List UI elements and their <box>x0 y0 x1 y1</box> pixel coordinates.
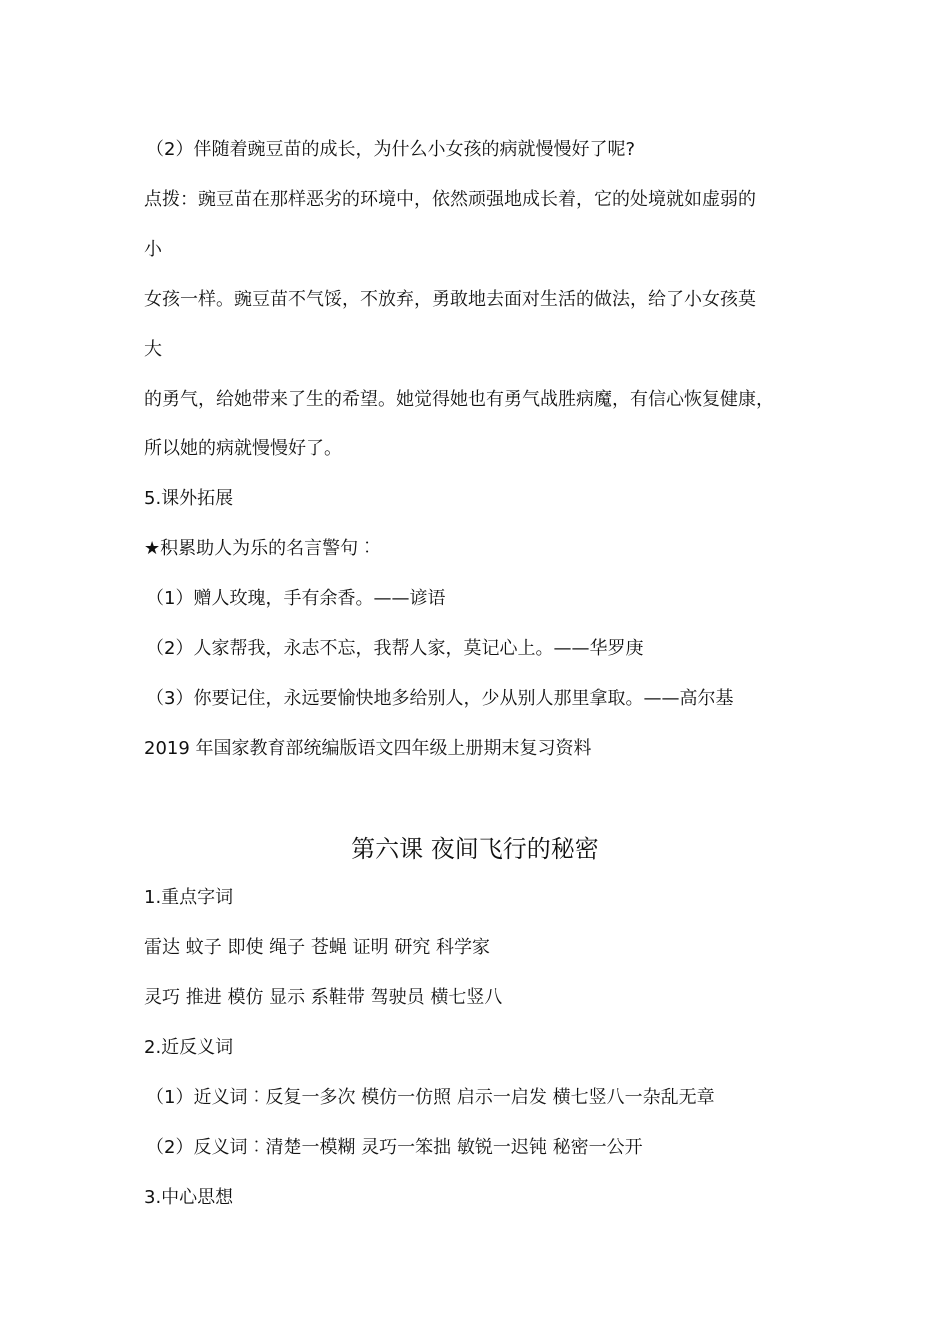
section-heading-extension: 5.课外拓展 <box>144 488 234 509</box>
hint-line-1: 点拨：豌豆苗在那样恶劣的环境中，依然顽强地成长着，它的处境就如虚弱的 <box>144 189 756 210</box>
question-2: （2）伴随着豌豆苗的成长，为什么小女孩的病就慢慢好了呢? <box>146 139 636 160</box>
section-heading-synonyms-antonyms: 2.近反义词 <box>144 1037 234 1058</box>
hint-line-4: 所以她的病就慢慢好了。 <box>144 438 342 459</box>
lesson-title: 第六课 夜间飞行的秘密 <box>351 835 599 863</box>
hint-line-1-wrap: 小 <box>144 239 162 260</box>
quote-3: （3）你要记住，永远要愉快地多给别人，少从别人那里拿取。——高尔基 <box>146 688 734 709</box>
hint-line-3: 的勇气，给她带来了生的希望。她觉得她也有勇气战胜病魔，有信心恢复健康， <box>144 389 774 410</box>
hint-line-2-wrap: 大 <box>144 339 162 360</box>
document-caption: 2019 年国家教育部统编版语文四年级上册期末复习资料 <box>144 738 592 759</box>
quote-2: （2）人家帮我，永志不忘，我帮人家，莫记心上。——华罗庚 <box>146 638 644 659</box>
key-words-row-1: 雷达 蚊子 即使 绳子 苍蝇 证明 研究 科学家 <box>144 937 491 958</box>
key-words-row-2: 灵巧 推进 模仿 显示 系鞋带 驾驶员 横七竖八 <box>144 987 503 1008</box>
hint-line-2: 女孩一样。豌豆苗不气馁，不放弃，勇敢地去面对生活的做法，给了小女孩莫 <box>144 289 756 310</box>
section-heading-key-words: 1.重点字词 <box>144 887 234 908</box>
synonyms-line: （1）近义词︰反复一多次 模仿一仿照 启示一启发 横七竖八一杂乱无章 <box>146 1087 715 1108</box>
antonyms-line: （2）反义词︰清楚一模糊 灵巧一笨拙 敏锐一迟钝 秘密一公开 <box>146 1137 643 1158</box>
section-heading-central-idea: 3.中心思想 <box>144 1187 234 1208</box>
quotes-intro: ★积累助人为乐的名言警句︰ <box>144 538 377 559</box>
quote-1: （1）赠人玫瑰，手有余香。——谚语 <box>146 588 446 609</box>
